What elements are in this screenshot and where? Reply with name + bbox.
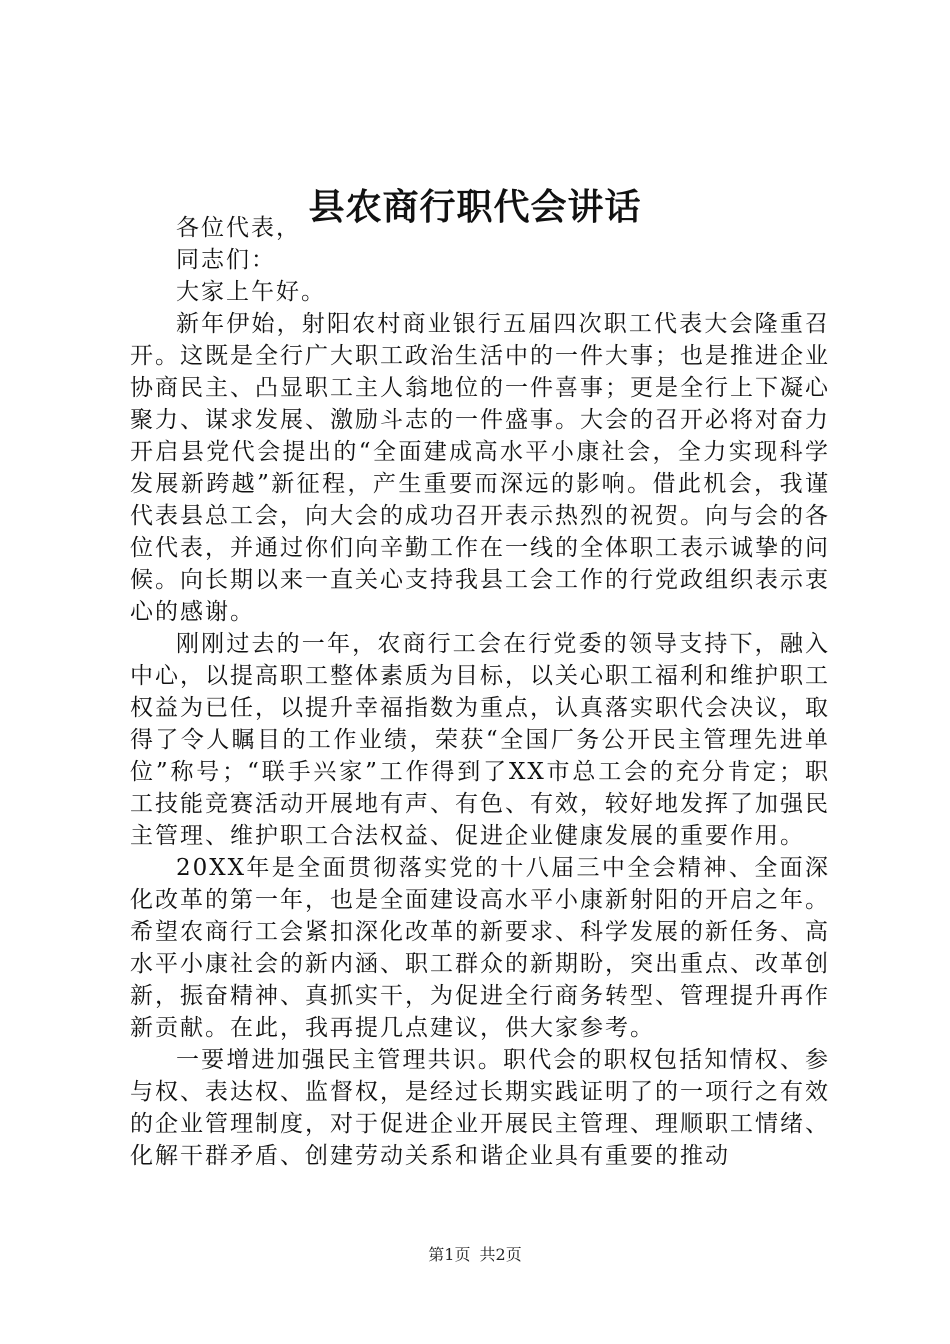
document-body — [130, 212, 830, 1172]
page-total: 共2页 — [479, 1245, 522, 1264]
greeting: 大家上午好。 — [176, 279, 326, 305]
paragraph-opening: 新年伊始，射阳农村商业银行五届四次职工代表大会隆重召开。这既是全行广大职工政治生活中的一件大事；也是推进企业协商民主、凸显职工主人翁地位的一件喜事；更是全行上下凝心聚力、谋求发展、激励斗志的一件盛事。大会的召开必将对奋力开启县党代会提出的“全面建成高水平小康社会，全力实现科学发展新跨越”新征程，产生重要而深远的影响。借此机会，我谨代表县总工会，向大会的成功召开表示热烈的祝贺。向与会的各位代表，并通过你们向辛勤工作在一线的全体职工表示诚挚的问候。向长期以来一直关心支持我县工会工作的行党政组织表示衷心的感谢。 — [130, 311, 830, 625]
document-title: 县农商行职代会讲话 — [308, 186, 642, 228]
paragraph-review: 刚刚过去的一年，农商行工会在行党委的领导支持下，融入中心，以提高职工整体素质为目标，以关心职工福利和维护职工权益为已任，以提升幸福指数为重点，认真落实职代会决议，取得了令人瞩目的工作业绩，荣获“全国厂务公开民主管理先进单位”称号；“联手兴家”工作得到了XX市总工会的充分肯定；职工技能竞赛活动开展地有声、有色、有效，较好地发挥了加强民主管理、维护职工合法权益、促进企业健康发展的重要作用。 — [130, 631, 830, 849]
salutation-comrades: 同志们： — [176, 247, 276, 273]
page-footer — [0, 1244, 950, 1266]
paragraph-outlook: 20XX年是全面贯彻落实党的十八届三中全会精神、全面深化改革的第一年，也是全面建设高水平小康新射阳的开启之年。希望农商行工会紧扣深化改革的新要求、科学发展的新任务、高水平小康社会的新内涵、职工群众的新期盼，突出重点、改革创新，振奋精神、真抓实干，为促进全行商务转型、管理提升再作新贡献。在此，我再提几点建议，供大家参考。 — [130, 855, 830, 1041]
salutation-delegates: 各位代表， — [176, 215, 301, 241]
paragraph-suggestion-one: 一要增进加强民主管理共识。职代会的职权包括知情权、参与权、表达权、监督权，是经过长期实践证明了的一项行之有效的企业管理制度，对于促进企业开展民主管理、理顺职工情绪、化解干群矛盾、创建劳动关系和谐企业具有重要的推动 — [130, 1047, 830, 1169]
page-number: 第1页 — [428, 1245, 471, 1264]
